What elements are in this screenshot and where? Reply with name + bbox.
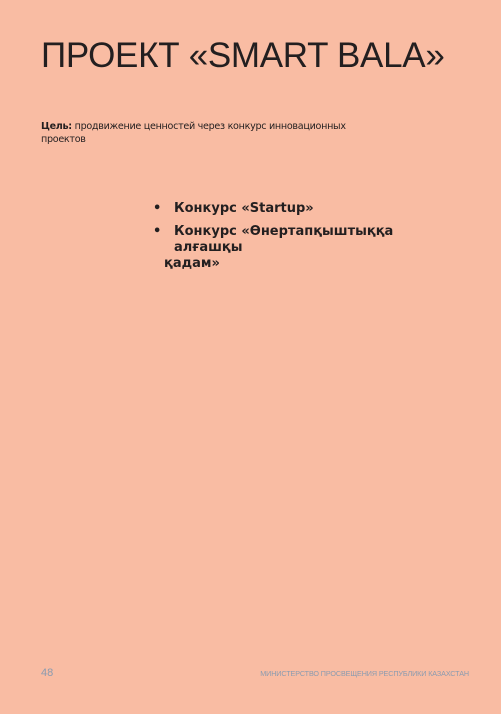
list-item-text: Конкурс «Startup» xyxy=(174,201,314,216)
list-item xyxy=(153,201,453,217)
goal-label: Цель: xyxy=(41,121,72,132)
list-item-text-line2: қадам» xyxy=(164,256,220,271)
goal-paragraph xyxy=(41,120,371,146)
page-title: ПРОЕКТ «SMART BALA» xyxy=(41,36,445,75)
bullet-icon: • xyxy=(153,224,162,239)
bullet-icon: • xyxy=(153,201,162,216)
page-number: 48 xyxy=(41,667,54,679)
list-item-text-line1: Конкурс «Өнертапқыштыққа алғашқы xyxy=(174,224,394,255)
goal-text: продвижение ценностей через конкурс инновационных проектов xyxy=(41,121,346,145)
list-item xyxy=(153,224,453,272)
contest-list xyxy=(153,201,453,279)
footer-organization: МИНИСТЕРСТВО ПРОСВЕЩЕНИЯ РЕСПУБЛИКИ КАЗАХСТАН xyxy=(260,669,469,678)
